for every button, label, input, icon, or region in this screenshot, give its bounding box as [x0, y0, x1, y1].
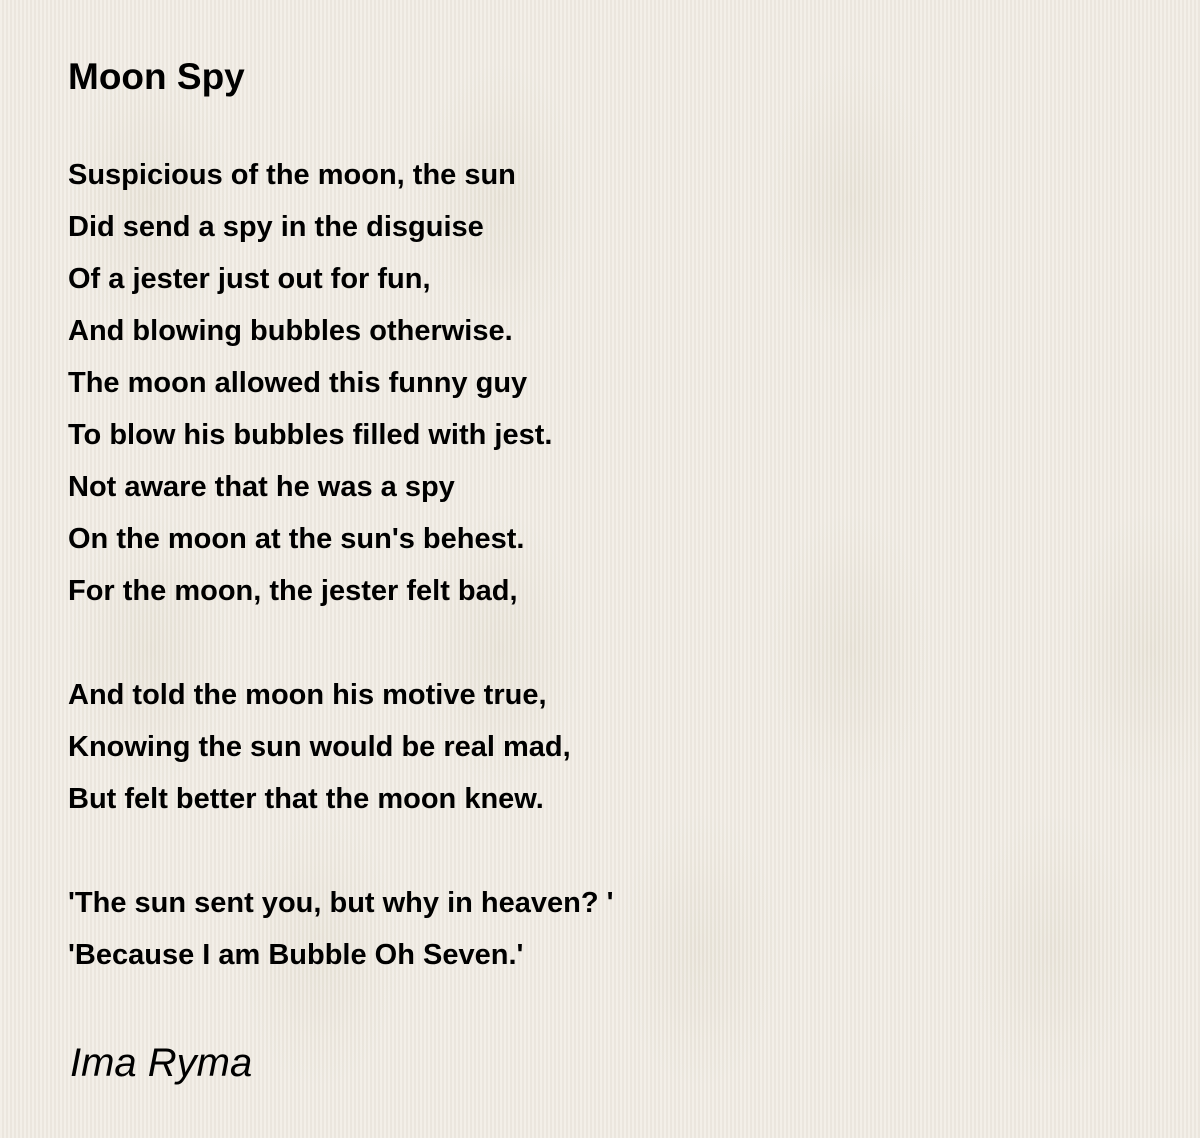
- poem-line: For the moon, the jester felt bad,: [68, 575, 518, 607]
- poem-line: Suspicious of the moon, the sun: [68, 159, 516, 191]
- poem-body: [68, 152, 614, 984]
- poem-line: On the moon at the sun's behest.: [68, 523, 525, 555]
- poem-line: Did send a spy in the disguise: [68, 211, 484, 243]
- poem-line: Knowing the sun would be real mad,: [68, 731, 571, 763]
- poem-line: 'The sun sent you, but why in heaven? ': [68, 887, 614, 919]
- poem-line: To blow his bubbles filled with jest.: [68, 419, 553, 451]
- poem-author: Ima Ryma: [70, 1041, 253, 1085]
- poem-line: But felt better that the moon knew.: [68, 783, 544, 815]
- poem-line: The moon allowed this funny guy: [68, 367, 528, 399]
- poem-line: Not aware that he was a spy: [68, 471, 455, 503]
- stanza-break: [68, 828, 614, 880]
- poem-title: Moon Spy: [68, 56, 245, 97]
- poem-line: Of a jester just out for fun,: [68, 263, 431, 295]
- poem-line: And told the moon his motive true,: [68, 679, 547, 711]
- stanza-break: [68, 620, 614, 672]
- poem-line: 'Because I am Bubble Oh Seven.': [68, 939, 524, 971]
- poem-line: And blowing bubbles otherwise.: [68, 315, 513, 347]
